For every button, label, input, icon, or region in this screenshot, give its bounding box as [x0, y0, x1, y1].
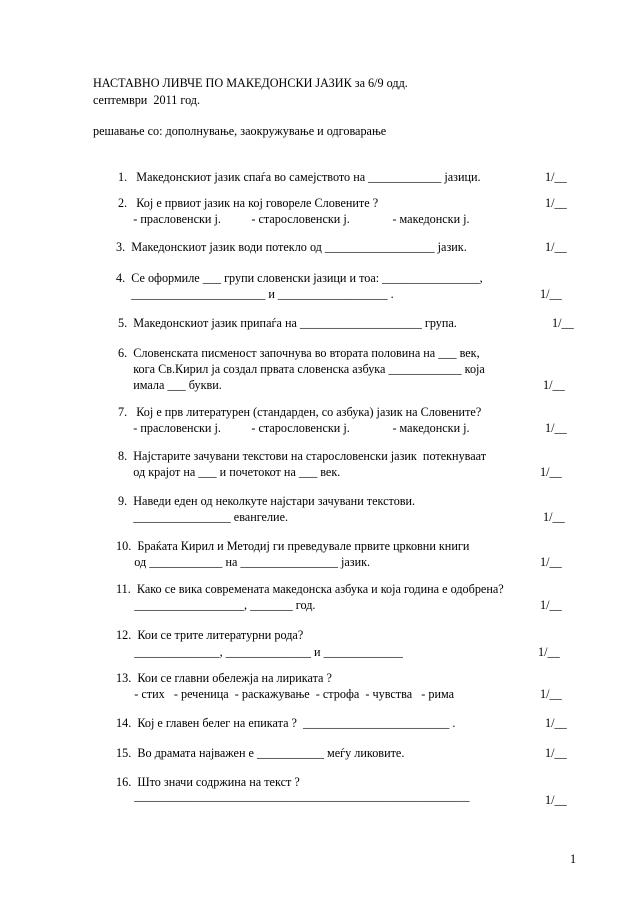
- question-text: 10. Браќата Кирил и Методиј ги преведувале првите црковни книги: [116, 539, 470, 553]
- question-text: од крајот на ___ и почетокот на ___ век.: [118, 465, 341, 479]
- score-field: 1/__: [545, 170, 567, 184]
- score-field: 1/__: [545, 196, 567, 210]
- question-options: - прасловенски ј. - старословенски ј. - македонски ј.: [118, 212, 470, 226]
- question-text: 4. Се оформиле ___ групи словенски јазици и тоа: ________________,: [116, 271, 483, 285]
- question-text: ______________________ и __________________ .: [116, 287, 394, 301]
- score-field: 1/__: [540, 555, 562, 569]
- question-text: имала ___ букви.: [118, 378, 222, 392]
- question-text: 16. Што значи содржина на текст ?: [116, 775, 300, 789]
- question-options: - прасловенски ј. - старословенски ј. - македонски ј.: [118, 421, 470, 435]
- score-field: 1/__: [545, 746, 567, 760]
- question-text: 2. Кој е првиот јазик на кој говореле Словените ?: [118, 196, 379, 210]
- question-text: 1. Македонскиот јазик спаѓа во самејството на ____________ јазици.: [118, 170, 481, 184]
- question-text: 11. Како се вика современата македонска азбука и која година е одобрена?: [116, 582, 504, 596]
- document-date: септември 2011 год.: [93, 93, 201, 107]
- score-field: 1/__: [545, 421, 567, 435]
- question-text: кога Св.Кирил ја создал првата словенска азбука ____________ која: [118, 362, 485, 376]
- question-text: ________________ евангелие.: [118, 510, 289, 524]
- score-field: 1/__: [545, 793, 567, 807]
- question-text: 12. Кои се трите литературни рода?: [116, 628, 304, 642]
- score-field: 1/__: [540, 287, 562, 301]
- question-text: од ____________ на ________________ јазик.: [116, 555, 371, 569]
- question-text: 7. Кој е прв литературен (стандарден, со азбука) јазик на Словените?: [118, 405, 482, 419]
- score-field: 1/__: [540, 465, 562, 479]
- score-field: 1/__: [538, 645, 560, 659]
- score-field: 1/__: [545, 716, 567, 730]
- question-text: 15. Во драмата најважен е ___________ меѓу ликовите.: [116, 746, 405, 760]
- document-title: НАСТАВНО ЛИВЧЕ ПО МАКЕДОНСКИ ЈАЗИК за 6/9 одд.: [93, 76, 408, 90]
- question-text: _______________________________________________________: [116, 789, 470, 803]
- score-field: 1/__: [543, 378, 565, 392]
- question-text: 6. Словенската писменост започнува во втората половина на ___ век,: [118, 346, 480, 360]
- question-text: 14. Кој е главен белег на епиката ? ________________________ .: [116, 716, 456, 730]
- document-instructions: решавање со: дополнување, заокружување и одговарање: [93, 124, 387, 138]
- question-text: __________________, _______ год.: [116, 598, 316, 612]
- question-text: 9. Наведи еден од неколкуте најстари зачувани текстови.: [118, 494, 416, 508]
- page-number: 1: [570, 852, 577, 866]
- score-field: 1/__: [543, 510, 565, 524]
- question-text: ______________, ______________ и _____________: [116, 645, 403, 659]
- question-text: 3. Македонскиот јазик води потекло од __________________ јазик.: [116, 240, 467, 254]
- score-field: 1/__: [540, 598, 562, 612]
- score-field: 1/__: [552, 316, 574, 330]
- question-text: 13. Кои се главни обележја на лириката ?: [116, 671, 332, 685]
- score-field: 1/__: [540, 687, 562, 701]
- question-text: 5. Македонскиот јазик припаѓа на ____________________ група.: [118, 316, 457, 330]
- score-field: 1/__: [545, 240, 567, 254]
- question-text: 8. Најстарите зачувани текстови на старословенски јазик потекнуваат: [118, 449, 487, 463]
- question-options: - стих - реченица - раскажување - строфа - чувства - рима: [116, 687, 455, 701]
